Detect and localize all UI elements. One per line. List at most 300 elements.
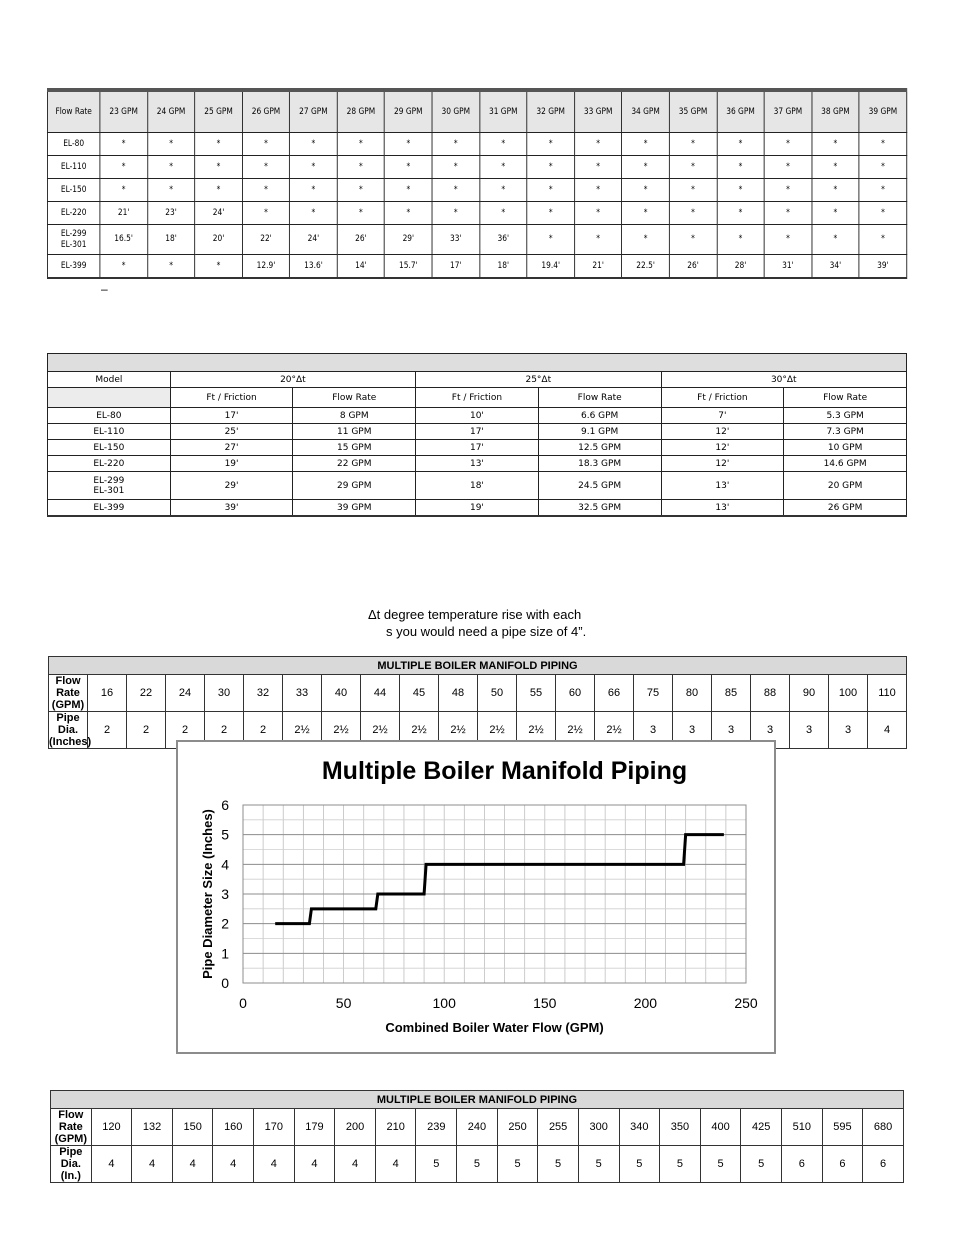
flow-table-column-header: 27 GPM [290,90,337,133]
pipe-cell: 4 [172,1146,213,1183]
pipe-cell: 5 [741,1146,782,1183]
flow-cell: 60 [556,675,595,712]
flow-cell: 200 [335,1109,376,1146]
pipe-cell: 3 [673,712,712,749]
table-cell: * [480,202,527,225]
pipe-cell: 3 [634,712,673,749]
table-cell: 12' [661,456,784,472]
pipe-cell: 5 [660,1146,701,1183]
table-cell: * [812,225,859,255]
table-cell: * [195,133,242,156]
manifold-flow-row [49,675,907,712]
table-cell: 19.4' [527,255,574,279]
flow-cell: 85 [712,675,751,712]
friction-table [47,353,907,517]
table-cell: 17' [416,424,539,440]
table-cell: * [432,179,479,202]
table-cell: 18' [147,225,194,255]
delta-header: 20°Δt [170,372,415,388]
table-cell: 12.9' [242,255,289,279]
model-cell: EL-80 [47,133,99,156]
table-cell: 18.3 GPM [538,456,661,472]
model-cell: EL-150 [47,179,99,202]
table-cell: 12' [661,424,784,440]
table-cell: * [100,156,147,179]
flow-rate-label: Flow Rate (GPM) [51,1109,92,1146]
table-cell: 16.5' [100,225,147,255]
table-cell: * [717,133,764,156]
x-tick-label: 200 [633,995,658,1011]
model-cell: EL-399 [48,500,171,517]
pipe-dia-label: Pipe Dia. (Inches) [49,712,92,748]
flow-table-column-header: 29 GPM [385,90,432,133]
table-cell: * [574,179,621,202]
x-tick-label: 250 [734,995,758,1011]
flow-cell: 400 [700,1109,741,1146]
table-cell: 26' [669,255,716,279]
table-cell: * [242,179,289,202]
pipe-cell: 2½ [439,712,478,749]
table-cell: * [290,179,337,202]
pipe-cell: 4 [868,712,907,749]
table-cell: * [859,133,907,156]
table-cell: * [385,202,432,225]
table-cell: 12' [661,440,784,456]
table-cell: 7.3 GPM [784,424,907,440]
table-cell: 19' [416,500,539,517]
model-cell [47,225,99,255]
pipe-cell: 2½ [517,712,556,749]
table-cell: * [574,202,621,225]
x-tick-label: 100 [432,995,456,1011]
pipe-cell: 2½ [400,712,439,749]
table-cell: * [669,156,716,179]
table-cell: * [622,179,669,202]
table-cell: 5.3 GPM [784,408,907,424]
table-cell: * [290,156,337,179]
pipe-cell: 5 [619,1146,660,1183]
pipe-cell: 2 [205,712,244,749]
table-cell: * [574,133,621,156]
table-cell: * [242,202,289,225]
flow-cell: 22 [127,675,166,712]
table-cell: 19' [170,456,293,472]
flow-cell: 45 [400,675,439,712]
table-cell: * [432,156,479,179]
table-cell: 13.6' [290,255,337,279]
table-row [47,225,906,255]
table-cell: * [764,225,811,255]
table-cell: * [385,133,432,156]
model-line: EL-299 [60,228,87,239]
flow-cell: 100 [829,675,868,712]
table-cell: * [812,179,859,202]
table-row [47,133,906,156]
table-cell: * [195,255,242,279]
pipe-cell: 6 [863,1146,904,1183]
flow-cell: 88 [751,675,790,712]
manifold-chart [176,740,776,1054]
flow-cell: 110 [868,675,907,712]
pipe-cell: 4 [335,1146,376,1183]
table-cell: * [290,202,337,225]
table-cell: 12.5 GPM [538,440,661,456]
friction-table-band [48,354,907,372]
table-cell: 22.5' [622,255,669,279]
table-cell: 39' [859,255,907,279]
table-row [47,179,906,202]
flow-cell: 240 [457,1109,498,1146]
model-cell: EL-110 [47,156,99,179]
pipe-cell: 3 [712,712,751,749]
pipe-cell: 2½ [283,712,322,749]
table-cell: * [100,179,147,202]
table-cell: 21' [574,255,621,279]
x-tick-label: 0 [239,995,247,1011]
note-line-1: Δt degree temperature rise with each [368,607,582,622]
flow-table-column-header: 35 GPM [669,90,716,133]
y-tick-label: 6 [221,797,229,813]
table-cell: * [859,202,907,225]
table-cell: * [622,202,669,225]
flow-table-column-header: 30 GPM [432,90,479,133]
pipe-cell: 2 [244,712,283,749]
table-cell: 36' [480,225,527,255]
table-cell: 10' [416,408,539,424]
manifold-chart-svg [178,742,774,1052]
table-cell: 29' [170,472,293,500]
table-cell: * [195,179,242,202]
sub-header-friction: Ft / Friction [416,388,539,408]
flow-table-column-header: 34 GPM [622,90,669,133]
x-tick-label: 50 [335,995,352,1011]
table-row [48,408,907,424]
table-cell: * [574,156,621,179]
model-cell: EL-220 [48,456,171,472]
pipe-cell: 5 [416,1146,457,1183]
pipe-cell: 2½ [361,712,400,749]
table-cell: * [669,179,716,202]
table-cell: 7' [661,408,784,424]
flow-table-column-header: 36 GPM [717,90,764,133]
table-row [48,424,907,440]
table-cell: * [147,255,194,279]
flow-cell: 160 [213,1109,254,1146]
table-cell: * [100,133,147,156]
table-cell: * [242,156,289,179]
table-row [48,472,907,500]
table-cell: 6.6 GPM [538,408,661,424]
pipe-cell: 5 [497,1146,538,1183]
flow-cell: 30 [205,675,244,712]
table-cell: 17' [416,440,539,456]
flow-table-header-row [47,90,906,133]
table-cell: 17' [432,255,479,279]
table-cell: * [527,156,574,179]
flow-cell: 132 [132,1109,173,1146]
pipe-dia-label: Pipe Dia. (In.) [51,1146,92,1183]
delta-header: 25°Δt [416,372,661,388]
flow-table-header-label: Flow Rate [47,90,99,133]
table-cell: * [527,179,574,202]
flow-table-column-header: 23 GPM [100,90,147,133]
table-row [47,255,906,279]
table-cell: 24.5 GPM [538,472,661,500]
table-cell: * [622,156,669,179]
y-tick-label: 5 [221,826,229,843]
flow-cell: 170 [254,1109,295,1146]
table-cell: 14' [337,255,384,279]
flow-cell: 50 [478,675,517,712]
table-cell: * [622,133,669,156]
table-row [47,156,906,179]
table-cell: 26' [337,225,384,255]
table-cell: * [337,133,384,156]
pipe-cell: 2½ [595,712,634,749]
table-cell: * [764,156,811,179]
pipe-cell: 5 [578,1146,619,1183]
table-cell: 39 GPM [293,500,416,517]
flow-cell: 350 [660,1109,701,1146]
y-axis-label: Pipe Diameter Size (Inches) [200,809,215,979]
model-cell: EL-220 [47,202,99,225]
manifold-title-row [49,657,907,675]
table-cell: * [812,156,859,179]
flow-table-column-header: 28 GPM [337,90,384,133]
table-cell: * [385,179,432,202]
flow-cell: 55 [517,675,556,712]
pipe-cell: 2½ [478,712,517,749]
flow-table-column-header: 24 GPM [147,90,194,133]
flow-cell: 510 [781,1109,822,1146]
table-cell: * [764,133,811,156]
table-cell: * [717,156,764,179]
table-cell: 20' [195,225,242,255]
pipe-cell: 5 [538,1146,579,1183]
flow-cell: 150 [172,1109,213,1146]
table-cell: 31' [764,255,811,279]
pipe-cell: 3 [790,712,829,749]
table-cell: 33' [432,225,479,255]
manifold-table-1 [48,656,907,749]
table-cell: 10 GPM [784,440,907,456]
pipe-cell: 2½ [556,712,595,749]
flow-cell: 33 [283,675,322,712]
flow-table-column-header: 33 GPM [574,90,621,133]
model-line: EL-299 [93,475,125,486]
table-cell: * [859,156,907,179]
table-cell: 29' [385,225,432,255]
table-cell: * [859,179,907,202]
flow-cell: 179 [294,1109,335,1146]
y-tick-label: 0 [221,975,229,991]
pipe-cell: 4 [213,1146,254,1183]
table-cell: 18' [416,472,539,500]
pipe-cell: 2 [166,712,205,749]
flow-table-column-header: 25 GPM [195,90,242,133]
flow-cell: 66 [595,675,634,712]
model-cell: EL-150 [48,440,171,456]
table-cell: * [195,156,242,179]
flow-cell: 300 [578,1109,619,1146]
friction-table-title-band [48,354,907,372]
flow-cell: 595 [822,1109,863,1146]
flow-cell: 48 [439,675,478,712]
manifold-pipe-row [51,1146,904,1183]
sub-header-flow: Flow Rate [293,388,416,408]
table-cell: * [337,179,384,202]
table-row [48,456,907,472]
flow-table-column-header: 38 GPM [812,90,859,133]
table-cell: 13' [416,456,539,472]
note-line-2: s you would need a pipe size of 4”. [386,624,587,639]
table-cell: * [812,133,859,156]
table-cell: * [717,202,764,225]
table-cell: 13' [661,500,784,517]
chart-title: Multiple Boiler Manifold Piping [321,757,688,785]
table-cell: * [385,156,432,179]
pipe-cell: 4 [132,1146,173,1183]
model-line: EL-301 [93,485,125,496]
table-cell: * [290,133,337,156]
flow-cell: 210 [375,1109,416,1146]
pipe-cell: 6 [781,1146,822,1183]
flow-cell: 425 [741,1109,782,1146]
table-cell: * [147,133,194,156]
table-cell: * [717,225,764,255]
table-cell: * [432,202,479,225]
table-cell: * [669,225,716,255]
table-row [48,500,907,517]
pipe-cell: 6 [822,1146,863,1183]
table-cell: * [147,156,194,179]
table-cell: * [574,225,621,255]
flow-table-footnote: – [101,282,108,296]
table-cell: * [480,156,527,179]
table-cell: 24' [290,225,337,255]
table-cell: 26 GPM [784,500,907,517]
y-tick-label: 4 [221,856,229,873]
manifold-title: MULTIPLE BOILER MANIFOLD PIPING [51,1091,904,1109]
sub-header-friction: Ft / Friction [661,388,784,408]
flow-cell: 680 [863,1109,904,1146]
table-cell: 13' [661,472,784,500]
model-cell: EL-399 [47,255,99,279]
model-cell: EL-110 [48,424,171,440]
model-line: EL-301 [60,239,87,250]
table-cell: 34' [812,255,859,279]
table-cell: 14.6 GPM [784,456,907,472]
pipe-cell: 4 [254,1146,295,1183]
pipe-cell: 5 [457,1146,498,1183]
y-tick-label: 2 [221,915,229,932]
blank-header [48,388,171,408]
flow-table-column-header: 39 GPM [859,90,907,133]
friction-table-sub-header-row [48,388,907,408]
model-header: Model [48,372,171,388]
sub-header-flow: Flow Rate [538,388,661,408]
pipe-cell: 5 [700,1146,741,1183]
flow-table-column-header: 31 GPM [480,90,527,133]
flow-cell: 40 [322,675,361,712]
table-cell: * [527,202,574,225]
table-cell: * [480,133,527,156]
table-cell: * [432,133,479,156]
flow-cell: 239 [416,1109,457,1146]
flow-table-column-header: 32 GPM [527,90,574,133]
table-cell: 22 GPM [293,456,416,472]
table-cell: * [337,202,384,225]
x-axis-label: Combined Boiler Water Flow (GPM) [385,1020,604,1035]
flow-cell: 16 [88,675,127,712]
table-cell: 25' [170,424,293,440]
manifold-table-2 [50,1090,904,1183]
pipe-cell: 3 [829,712,868,749]
flow-rate-table [47,88,907,279]
table-cell: 15.7' [385,255,432,279]
flow-rate-label: Flow Rate (GPM) [49,675,88,712]
model-cell: EL-80 [48,408,171,424]
flow-cell: 120 [91,1109,132,1146]
flow-cell: 250 [497,1109,538,1146]
sub-header-friction: Ft / Friction [170,388,293,408]
table-cell: * [764,202,811,225]
table-cell: * [764,179,811,202]
table-cell: * [337,156,384,179]
table-cell: 39' [170,500,293,517]
table-cell: 32.5 GPM [538,500,661,517]
table-cell: * [527,133,574,156]
table-cell: 15 GPM [293,440,416,456]
table-cell: 27' [170,440,293,456]
flow-cell: 44 [361,675,400,712]
flow-table-column-header: 37 GPM [764,90,811,133]
table-cell: * [812,202,859,225]
manifold-title-row [51,1091,904,1109]
table-cell: * [717,179,764,202]
pipe-cell: 2½ [322,712,361,749]
table-cell: 21' [100,202,147,225]
flow-cell: 80 [673,675,712,712]
pipe-cell: 4 [375,1146,416,1183]
table-cell: * [480,179,527,202]
flow-cell: 32 [244,675,283,712]
table-cell: * [669,202,716,225]
table-cell: * [622,225,669,255]
pipe-cell: 3 [751,712,790,749]
table-cell: 11 GPM [293,424,416,440]
table-cell: * [669,133,716,156]
table-cell: 17' [170,408,293,424]
flow-cell: 75 [634,675,673,712]
delta-header: 30°Δt [661,372,906,388]
table-cell: * [100,255,147,279]
table-cell: 28' [717,255,764,279]
flow-table-column-header: 26 GPM [242,90,289,133]
y-tick-label: 3 [221,886,229,902]
table-cell: 29 GPM [293,472,416,500]
table-cell: 9.1 GPM [538,424,661,440]
flow-cell: 340 [619,1109,660,1146]
table-cell: 23' [147,202,194,225]
table-cell: 24' [195,202,242,225]
table-cell: * [527,225,574,255]
table-row [48,440,907,456]
table-cell: * [147,179,194,202]
sub-header-flow: Flow Rate [784,388,907,408]
flow-cell: 90 [790,675,829,712]
pipe-cell: 4 [91,1146,132,1183]
